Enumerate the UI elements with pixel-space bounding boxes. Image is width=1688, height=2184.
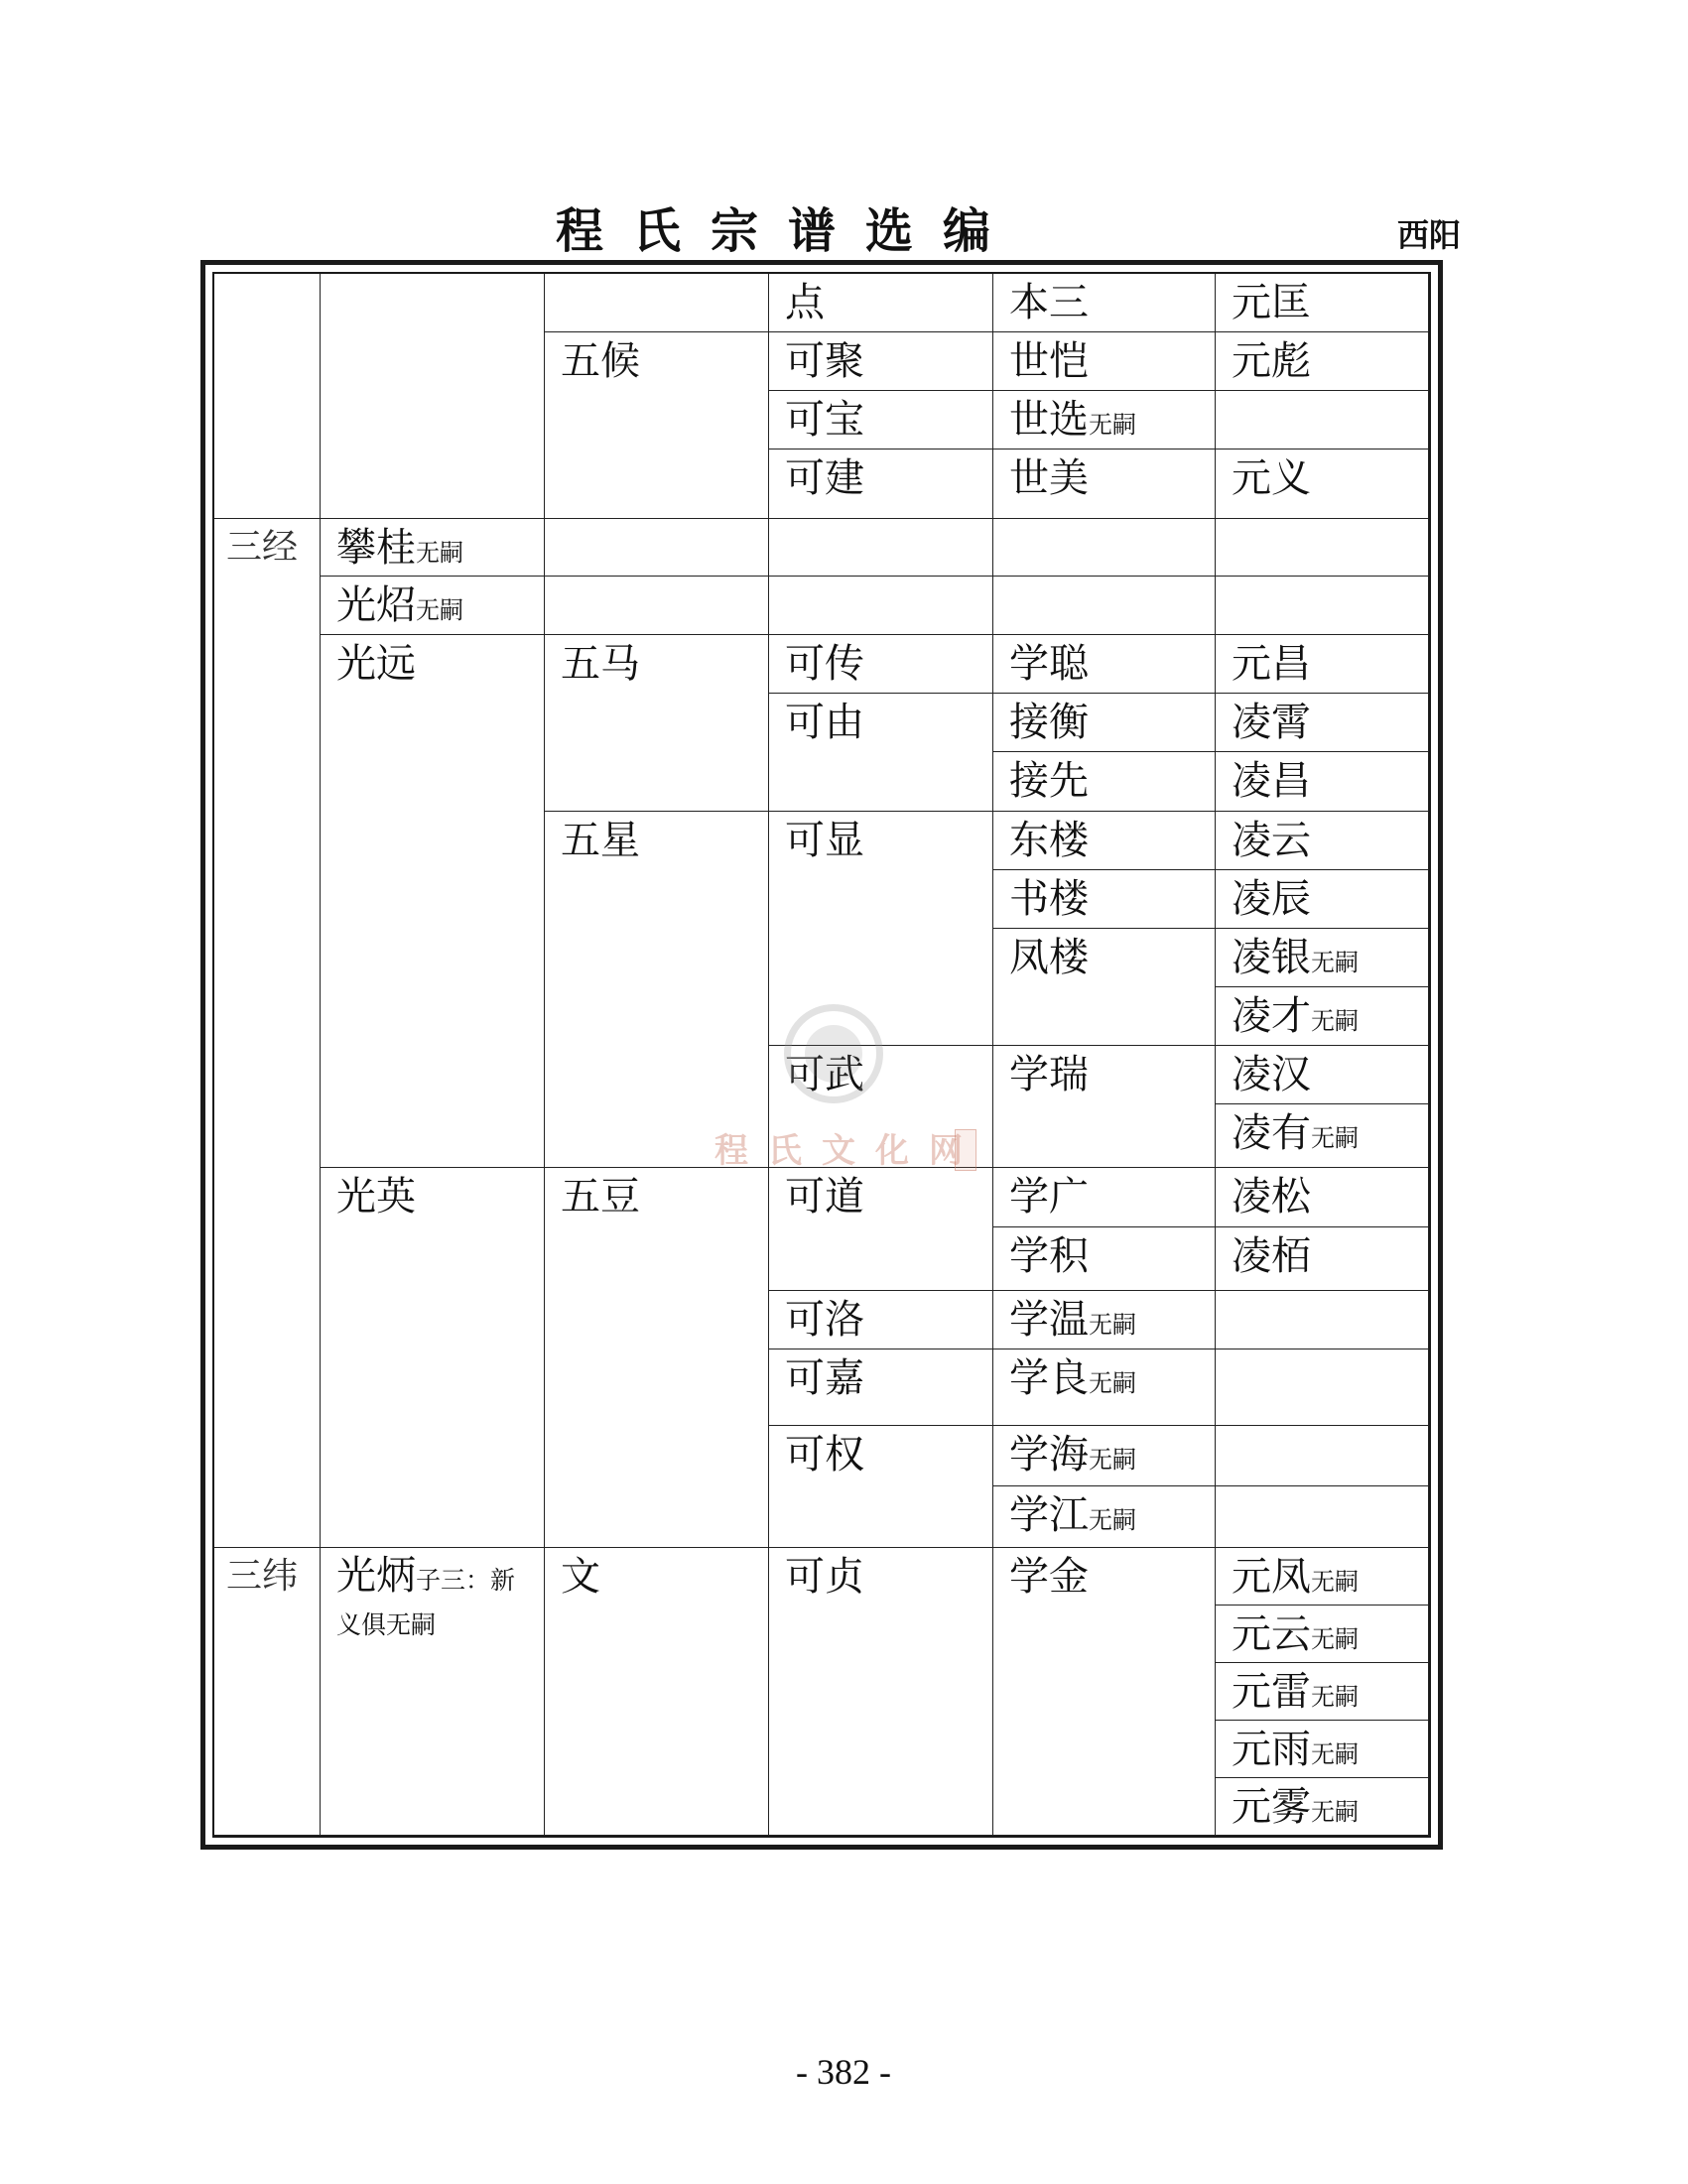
person-name: 世恺 [1009,338,1089,384]
person-name: 可洛 [785,1297,864,1343]
lineage-cell [1216,870,1429,929]
person-name: 东楼 [1009,818,1089,863]
person-name: 可嘉 [785,1355,864,1401]
person-name: 光炤 [336,582,416,628]
person-name: 凤楼 [1009,935,1089,980]
lineage-cell [545,635,769,812]
person-name: 学聪 [1009,641,1089,687]
lineage-cell [1216,1778,1429,1836]
lineage-cell [545,812,769,1168]
person-name: 学金 [1009,1554,1089,1600]
page-title: 程氏宗谱选编 [556,203,1021,259]
heirless-note: 无嗣 [1311,1798,1359,1826]
generation-cell [214,274,321,519]
heirless-note: 无嗣 [1089,1369,1136,1397]
lineage-cell [993,929,1216,1046]
heirless-note: 无嗣 [1311,949,1359,976]
lineage-cell [769,694,993,812]
lineage-cell [993,577,1216,635]
lineage-cell [769,1291,993,1349]
lineage-cell [1216,752,1429,812]
lineage-cell [769,812,993,1046]
heirless-note: 无嗣 [1089,1311,1136,1339]
lineage-cell [1216,1104,1429,1168]
lineage-cell [1216,635,1429,694]
lineage-cell [1216,694,1429,752]
page-number: - 382 - [796,2052,891,2092]
person-name: 元雾 [1232,1784,1311,1830]
lineage-cell [769,519,993,577]
person-name: 点 [785,280,825,325]
generation-label: 三经 [226,527,299,568]
lineage-cell [993,391,1216,450]
lineage-cell [1216,1291,1429,1349]
person-name: 可聚 [785,338,864,384]
lineage-cell [993,332,1216,391]
person-name: 元彪 [1232,338,1311,384]
lineage-cell [1216,577,1429,635]
person-name: 学良 [1009,1355,1089,1401]
person-name: 世选 [1009,397,1089,443]
person-name: 凌辰 [1232,876,1311,922]
person-name: 凌有 [1232,1110,1311,1156]
heirless-note: 无嗣 [1089,1506,1136,1534]
watermark-seal-icon [784,1004,883,1103]
generation-cell [214,1548,321,1836]
lineage-cell [1216,332,1429,391]
person-name: 凌栢 [1232,1233,1311,1279]
person-name: 光远 [336,641,416,687]
person-name: 世美 [1009,455,1089,501]
region-label: 西阳 [1397,216,1462,254]
heirless-note: 无嗣 [1311,1124,1359,1152]
lineage-cell [1216,1046,1429,1104]
person-name: 凌云 [1232,818,1311,863]
generation-cell [214,519,321,1548]
heirless-note: 无嗣 [1311,1625,1359,1653]
lineage-cell [993,812,1216,870]
lineage-cell [993,1168,1216,1227]
person-name: 五星 [561,818,640,863]
lineage-cell [321,577,545,635]
person-name: 可贞 [785,1554,864,1600]
lineage-cell [769,1426,993,1548]
lineage-cell [993,274,1216,332]
heirless-note: 无嗣 [1089,411,1136,439]
person-name: 元义 [1232,455,1311,501]
person-name: 元昌 [1232,641,1311,687]
lineage-cell [769,274,993,332]
person-name: 可显 [785,818,864,863]
person-name: 元雷 [1232,1669,1311,1715]
lineage-cell [993,450,1216,519]
person-name: 可传 [785,641,864,687]
lineage-cell [321,1548,545,1836]
person-name: 凌昌 [1232,758,1311,804]
generation-label: 三纬 [226,1556,299,1597]
lineage-cell [769,635,993,694]
lineage-cell [769,577,993,635]
lineage-cell [993,870,1216,929]
lineage-cell [1216,812,1429,870]
person-name: 学积 [1009,1233,1089,1279]
heirless-note: 无嗣 [1311,1740,1359,1768]
lineage-cell [769,332,993,391]
person-name: 接先 [1009,758,1089,804]
person-name: 元凤 [1232,1554,1311,1600]
person-name: 光英 [336,1174,416,1220]
lineage-cell [1216,1663,1429,1721]
lineage-cell [993,752,1216,812]
lineage-cell [1216,929,1429,987]
lineage-cell [1216,519,1429,577]
lineage-cell [1216,1548,1429,1606]
lineage-cell [993,694,1216,752]
person-name: 元云 [1232,1611,1311,1657]
person-name: 五候 [561,338,640,384]
person-name: 可道 [785,1174,864,1220]
person-name: 凌汉 [1232,1052,1311,1097]
lineage-cell [993,1548,1216,1836]
lineage-cell [321,274,545,519]
descendant-note: 子三：新义俱无嗣 [336,1566,516,1639]
person-name: 接衡 [1009,700,1089,745]
lineage-cell [321,519,545,577]
lineage-cell [321,635,545,1168]
lineage-cell [1216,1168,1429,1227]
person-name: 学海 [1009,1432,1089,1477]
heirless-note: 无嗣 [416,539,463,567]
person-name: 光炳 [336,1553,416,1599]
person-name: 攀桂 [336,525,416,571]
person-name: 学温 [1009,1297,1089,1343]
person-name: 五豆 [561,1174,640,1220]
person-name: 文 [561,1554,600,1600]
person-name: 学江 [1009,1492,1089,1538]
lineage-cell [545,519,769,577]
person-name: 凌松 [1232,1174,1311,1220]
person-name: 可由 [785,700,864,745]
lineage-cell [993,1227,1216,1291]
heirless-note: 无嗣 [1311,1683,1359,1711]
person-name: 可权 [785,1432,864,1477]
watermark-stamp-icon [955,1129,976,1171]
person-name: 可建 [785,455,864,501]
lineage-cell [545,332,769,519]
lineage-cell [769,1168,993,1291]
lineage-cell [993,519,1216,577]
person-name: 凌霄 [1232,700,1311,745]
lineage-cell [321,1168,545,1548]
person-name: 元雨 [1232,1727,1311,1772]
lineage-cell [993,1291,1216,1349]
lineage-cell [1216,1349,1429,1426]
lineage-cell [1216,274,1429,332]
lineage-cell [1216,1606,1429,1663]
lineage-cell [993,1349,1216,1426]
heirless-note: 无嗣 [1089,1446,1136,1474]
person-name: 元匡 [1232,280,1311,325]
lineage-cell [993,635,1216,694]
person-name: 凌银 [1232,935,1311,980]
person-name: 五马 [561,641,640,687]
person-name: 学瑞 [1009,1052,1089,1097]
lineage-cell [545,274,769,332]
lineage-cell [993,1486,1216,1548]
lineage-cell [545,1548,769,1836]
person-name: 书楼 [1009,876,1089,922]
watermark-text: 程氏文化网 [714,1131,982,1171]
lineage-cell [545,1168,769,1548]
lineage-cell [769,450,993,519]
heirless-note: 无嗣 [1311,1568,1359,1596]
person-name: 本三 [1009,280,1089,325]
lineage-cell [1216,391,1429,450]
heirless-note: 无嗣 [1311,1007,1359,1035]
lineage-cell [769,1349,993,1426]
lineage-cell [993,1426,1216,1486]
lineage-cell [1216,1227,1429,1291]
person-name: 可宝 [785,397,864,443]
lineage-cell [1216,1486,1429,1548]
lineage-cell [1216,1721,1429,1778]
lineage-cell [993,1046,1216,1168]
lineage-cell [545,577,769,635]
lineage-cell [1216,987,1429,1046]
lineage-cell [769,1548,993,1836]
person-name: 学广 [1009,1174,1089,1220]
lineage-cell [1216,1426,1429,1486]
lineage-cell [1216,450,1429,519]
lineage-cell [769,391,993,450]
person-name: 可武 [785,1052,864,1097]
person-name: 凌才 [1232,993,1311,1039]
heirless-note: 无嗣 [416,596,463,624]
